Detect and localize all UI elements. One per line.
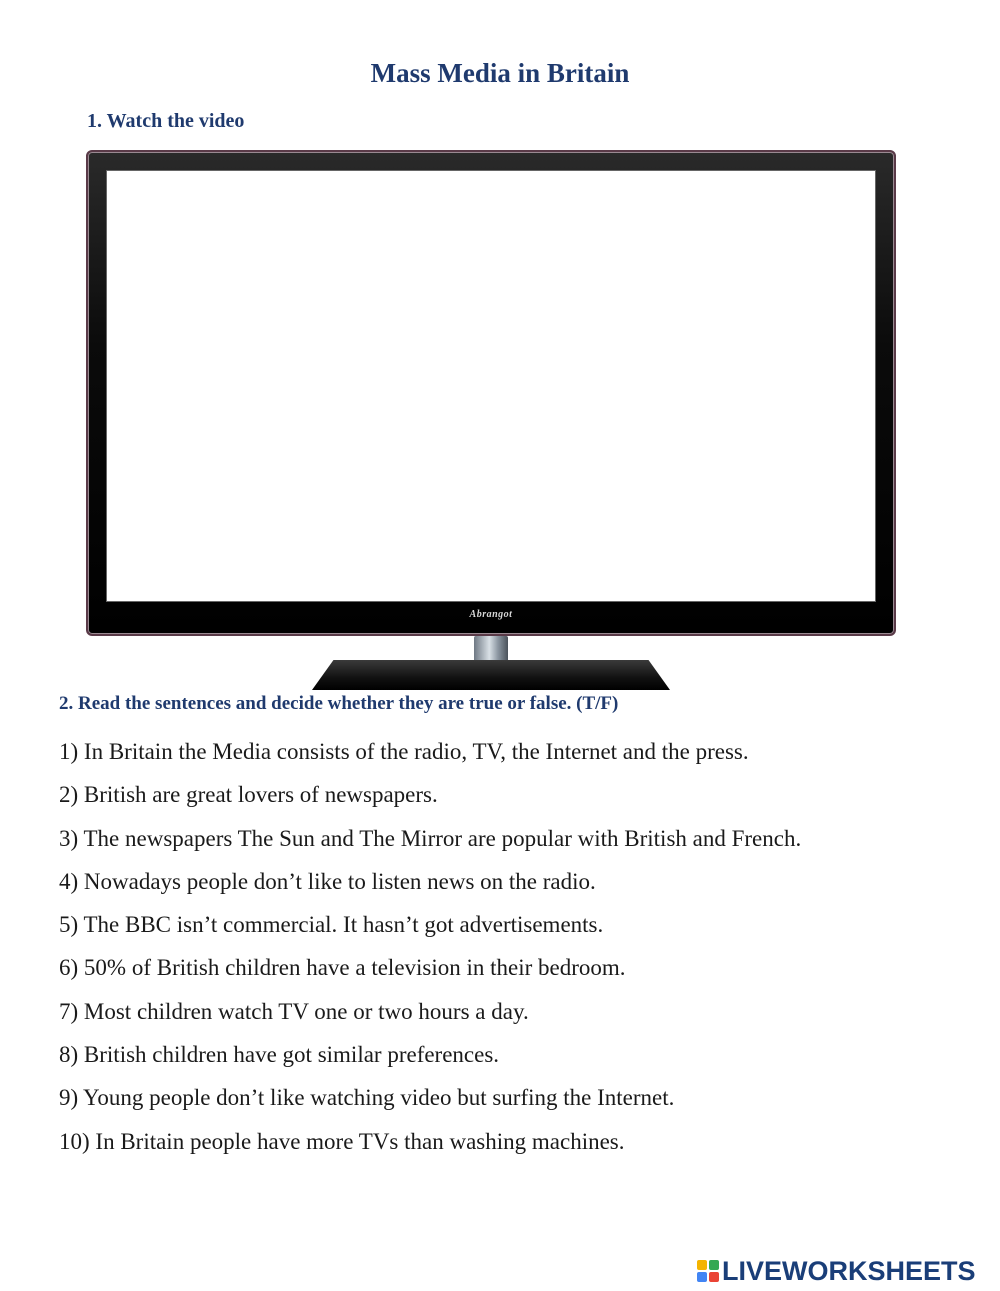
logo-square-blue [697, 1272, 707, 1282]
statement-item: 6) 50% of British children have a television in their bedroom. [59, 955, 626, 981]
statement-list [59, 730, 801, 1163]
statement-item: 9) Young people don’t like watching video but surfing the Internet. [59, 1085, 675, 1111]
statement-item: 7) Most children watch TV one or two hours a day. [59, 998, 529, 1024]
section-2-heading: 2. Read the sentences and decide whether they are true or false. (T/F) [59, 693, 619, 714]
liveworksheets-logo-icon [697, 1260, 719, 1282]
section-1-heading: 1. Watch the video [87, 110, 245, 132]
tv-brand-logo: Abrangot [469, 609, 513, 620]
statement-item: 3) The newspapers The Sun and The Mirror are popular with British and French. [59, 825, 802, 851]
statement-item: 8) British children have got similar preferences. [59, 1042, 500, 1068]
statement-item: 4) Nowadays people don’t like to listen news on the radio. [59, 868, 596, 894]
logo-square-yellow [697, 1260, 707, 1270]
statement-item: 10) In Britain people have more TVs than washing machines. [59, 1128, 625, 1154]
page-title: Mass Media in Britain [370, 58, 630, 88]
video-player-tv [86, 150, 896, 636]
video-screen[interactable] [106, 170, 876, 602]
liveworksheets-logo [697, 1254, 976, 1288]
statement-item: 5) The BBC isn’t commercial. It hasn’t got advertisements. [59, 912, 604, 938]
logo-square-red [709, 1272, 719, 1282]
liveworksheets-logo-text: LIVEWORKSHEETS [722, 1255, 976, 1286]
logo-square-green [709, 1260, 719, 1270]
tv-stand-base [312, 660, 670, 690]
statement-item: 1) In Britain the Media consists of the radio, TV, the Internet and the press. [59, 739, 749, 764]
statement-item: 2) British are great lovers of newspapers. [59, 782, 438, 808]
